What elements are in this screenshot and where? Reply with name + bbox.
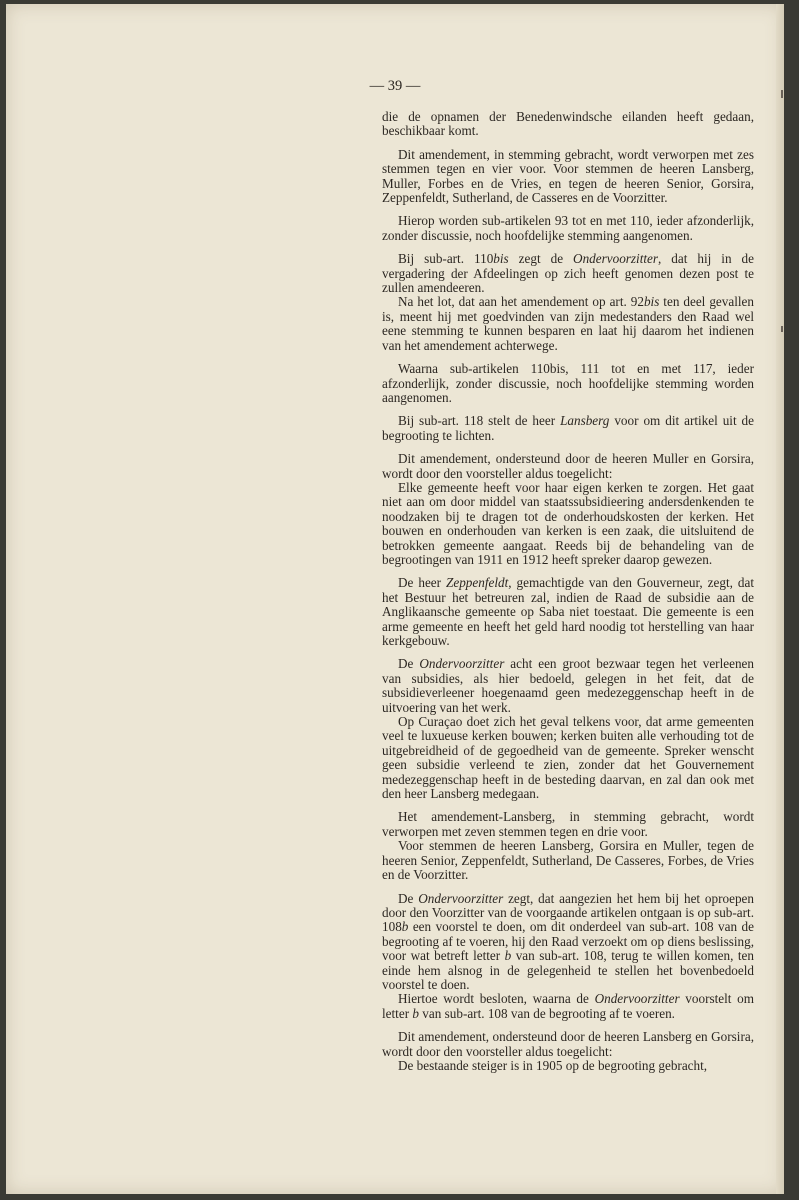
text-run: Dit amendement, ondersteund door de heeren Lansberg en Gorsira, wordt door den voorsteller aldus toegelicht:	[382, 1029, 754, 1059]
text-run: een voorstel te doen, om dit onderdeel van sub-art. 108 van de begrooting af te voeren, hij den Raad verzoekt om op diens beslissing, voor wat betreft letter	[382, 919, 754, 964]
italic-text: bis	[643, 294, 660, 310]
paragraph	[382, 110, 754, 139]
text-run: Dit amendement, ondersteund door de heeren Muller en Gorsira, wordt door den voorsteller aldus toegelicht:	[382, 451, 754, 481]
text-run: De	[398, 656, 420, 672]
text-run: , dat hij in de vergadering der Afdeelingen op zich heeft genomen dezen post te zullen amendeeren.	[382, 251, 754, 296]
text-run: die de opnamen der Benedenwindsche eilanden heeft gedaan, beschikbaar komt.	[382, 109, 754, 139]
paragraph	[382, 252, 754, 295]
italic-text: b	[401, 919, 409, 935]
paragraph	[382, 892, 754, 993]
paragraph	[382, 810, 754, 839]
margin-mark	[781, 326, 783, 332]
margin-mark	[781, 90, 783, 98]
text-run: acht een groot bezwaar tegen het verleenen van subsidies, als hier bedoeld, gelegen in het feit, dat de subsidieverleener hoegenaamd geen medezeggenschap heeft in de uitvoering van het werk.	[382, 656, 754, 715]
text-run: Hiertoe wordt besloten, waarna de	[398, 991, 595, 1007]
paragraph	[382, 481, 754, 567]
document-page	[6, 4, 784, 1194]
paragraph	[382, 214, 754, 243]
text-run: zegt de	[508, 251, 574, 267]
italic-text: b	[412, 1005, 419, 1021]
paragraph	[382, 1059, 754, 1073]
text-run: Het amendement-Lansberg, in stemming gebracht, wordt verworpen met zeven stemmen tegen en drie voor.	[382, 809, 754, 839]
paragraph	[382, 295, 754, 353]
paragraph	[382, 657, 754, 715]
italic-text: Ondervoorzitter	[594, 991, 680, 1007]
text-run: De heer	[398, 575, 447, 591]
text-run: Bij sub-art. 110	[398, 251, 494, 267]
text-run: van sub-art. 108 van de begrooting af te voeren.	[418, 1005, 675, 1021]
paragraph	[382, 839, 754, 882]
text-column	[382, 110, 754, 1073]
text-run: Elke gemeente heeft voor haar eigen kerken te zorgen. Het gaat niet aan om door middel van staatssubsidieering andersdenkenden te noodzaken bij te dragen tot de onderhoudskosten der kerken. Het bouwen en onderhouden van kerken is een zaak, die uitsluitend de betrokken gemeente aangaat. Reeds bij de behandeling van de begrootingen van 1911 en 1912 heeft spreker daarop gewezen.	[382, 479, 754, 567]
page-number: — 39 —	[369, 78, 421, 94]
text-run: ten deel gevallen is, meent hij met goedvinden van zijn medestanders den Raad wel eene stemming te kunnen besparen en laat hij daarom het indienen van het amendement achterwege.	[382, 294, 754, 353]
text-run: voor om dit artikel uit de begrooting te lichten.	[382, 413, 755, 443]
italic-text: Lansberg	[560, 413, 610, 429]
text-run: Voor stemmen de heeren Lansberg, Gorsira en Muller, tegen de heeren Senior, Zeppenfeldt, Sutherland, De Casseres, Forbes, de Vries en de Voorzitter.	[382, 838, 754, 883]
text-run: Hierop worden sub-artikelen 93 tot en met 110, ieder afzonderlijk, zonder discussie, noch hoofdelijke stemming aangenomen.	[382, 213, 754, 243]
italic-text: Ondervoorzitter	[418, 890, 504, 906]
paragraph	[382, 715, 754, 801]
text-run: voorstelt om letter	[382, 991, 754, 1021]
text-run: Op Curaçao doet zich het geval telkens voor, dat arme gemeenten veel te luxueuse kerken bouwen; kerken buiten alle verhouding tot de uitgebreidheid of de gegoedheid van de gemeente. Spreker wenscht geen subsidie verleend te zien, zonder dat het Gouvernement medezeggenschap heeft in de besteding daarvan, en zal dan ook met den heer Lansberg medegaan.	[382, 714, 754, 802]
paragraph	[382, 1030, 754, 1059]
text-run: De bestaande steiger is in 1905 op de begrooting gebracht,	[398, 1057, 708, 1073]
text-run: zegt, dat aangezien het hem bij het oproepen door den Voorzitter van de voorgaande artikelen ontgaan is op sub-art. 108	[382, 890, 754, 935]
text-run: Na het lot, dat aan het amendement op art. 92	[398, 294, 644, 310]
text-run: Waarna sub-artikelen 110bis, 111 tot en met 117, ieder afzonderlijk, zonder discussie, noch hoofdelijke stemming worden aangenomen.	[382, 361, 754, 405]
italic-text: Ondervoorzitter	[419, 656, 505, 672]
paragraph	[382, 452, 754, 481]
text-run: Dit amendement, in stemming gebracht, wordt verworpen met zes stemmen tegen en vier voor. Voor stemmen de heeren Lansberg, Muller, Forbes en de Vries, en tegen de heeren Senior, Gorsira, Zeppenfeldt, Sutherland, de Casseres en de Voorzitter.	[382, 146, 754, 206]
paragraph	[382, 148, 754, 206]
paragraph	[382, 992, 754, 1021]
text-run: , gemachtigde van den Gouverneur, zegt, dat het Bestuur het betreuren zal, indien de Raad de subsidie aan de Anglikaansche gemeente op Saba niet toestaat. Die gemeente is een arme gemeente en heeft het geld hard noodig tot herstelling van haar kerkgebouw.	[382, 575, 754, 648]
paragraph	[382, 414, 754, 443]
italic-text: bis	[493, 251, 509, 267]
italic-text: Zeppenfeldt	[446, 575, 509, 591]
text-run: De	[398, 890, 419, 906]
paragraph	[382, 362, 754, 405]
paragraph	[382, 576, 754, 648]
page-edge	[776, 4, 784, 1194]
italic-text: b	[504, 948, 512, 964]
text-run: van sub-art. 108, terug te willen komen, ten einde hem alsnog in de gelegenheid te stellen het bovenbedoeld voorstel te doen.	[382, 948, 754, 992]
text-run: Bij sub-art. 118 stelt de heer	[398, 413, 561, 429]
italic-text: Ondervoorzitter	[573, 251, 659, 267]
